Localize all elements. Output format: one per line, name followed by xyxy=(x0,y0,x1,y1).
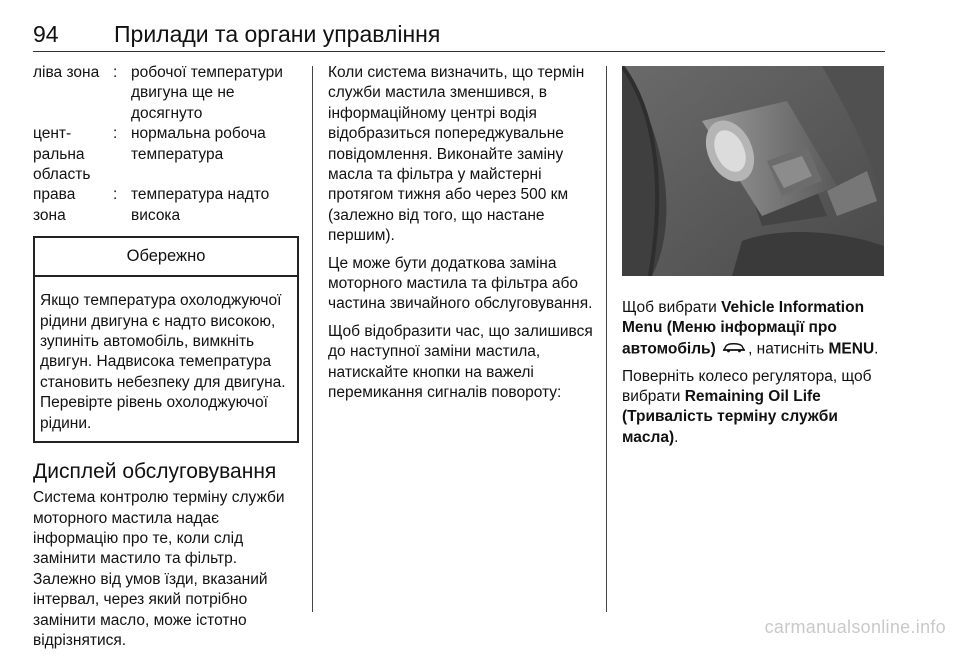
paragraph-oil-life-instruction xyxy=(622,367,886,449)
column-1 xyxy=(33,63,303,658)
section-heading: Дисплей обслуговування xyxy=(33,460,277,484)
column-2 xyxy=(328,63,598,411)
paragraph: Коли система визначить, що термін служби мастила зменшився, в інформаційному центрі водія відобразиться попереджувальне повідомлення. Виконайте заміну масла та фільтра у майстерні протягом тижня або через 500 км (залежно від того, що настане першим). xyxy=(328,64,585,245)
zone-term: цент-ральна область xyxy=(33,125,91,184)
zone-left xyxy=(33,63,303,124)
section-intro: Система контролю терміну служби моторного мастила надає інформацію про те, коли слід замінити мастило та фільтр. Залежно від умов їзди, вказаний інтервал, через який потрібно замінити масло, може істотно відрізнятися. xyxy=(33,489,285,649)
text: , натисніть xyxy=(748,340,829,358)
text: Щоб вибрати xyxy=(622,299,722,316)
turn-signal-lever-illustration xyxy=(622,66,884,276)
zone-definition: температура надто висока xyxy=(131,186,270,224)
zone-term: права зона xyxy=(33,186,76,224)
watermark: carmanualsonline.info xyxy=(764,617,946,637)
zone-right xyxy=(33,185,303,226)
text: . xyxy=(874,340,879,358)
menu-name: Vehicle Information Menu (Меню інформації про автомобіль) xyxy=(622,299,865,358)
text: . xyxy=(674,428,679,446)
page-title: Прилади та органи управління xyxy=(114,21,441,47)
menu-button-label: MENU xyxy=(828,340,875,358)
page-number: 94 xyxy=(33,21,59,47)
zone-center xyxy=(33,124,303,185)
text: Поверніть колесо регулятора, щоб вибрати xyxy=(622,367,872,405)
zone-colon: : xyxy=(113,186,118,204)
warning-title: Обережно xyxy=(35,238,297,277)
column-divider xyxy=(312,66,313,612)
page-header xyxy=(33,20,885,54)
paragraph: Це може бути додаткова заміна моторного мастила та фільтра або частина звичайного обслуговування. xyxy=(328,254,593,313)
column-divider xyxy=(606,66,607,612)
paragraph: Щоб відобразити час, що залишився до наступної заміни мастила, натискайте кнопки на важелі перемикання сигналів повороту: xyxy=(328,322,593,402)
zone-colon: : xyxy=(113,125,118,143)
menu-item-name: Remaining Oil Life (Тривалість терміну служби масла) xyxy=(622,387,838,446)
warning-body: Якщо температура охолоджуючої рідини двигуна є надто високою, зупиніть автомобіль, вимкніть двигун. Надвисока темепратура становить небезпеку для двигуна. Перевірте рівень охолоджуючої рідини. xyxy=(40,292,286,432)
warning-box xyxy=(33,236,299,443)
turn-signal-lever-figure xyxy=(622,66,884,276)
zone-colon: : xyxy=(113,64,118,81)
car-menu-icon xyxy=(722,339,746,359)
header-rule xyxy=(33,51,885,52)
zone-term: ліва зона xyxy=(33,64,100,81)
column-3 xyxy=(622,66,886,455)
zone-definition: нормальна робоча температура xyxy=(131,125,266,163)
paragraph-menu-instruction xyxy=(622,298,886,360)
zone-definition: робочої температури двигуна ще не досягнуто xyxy=(131,64,283,122)
